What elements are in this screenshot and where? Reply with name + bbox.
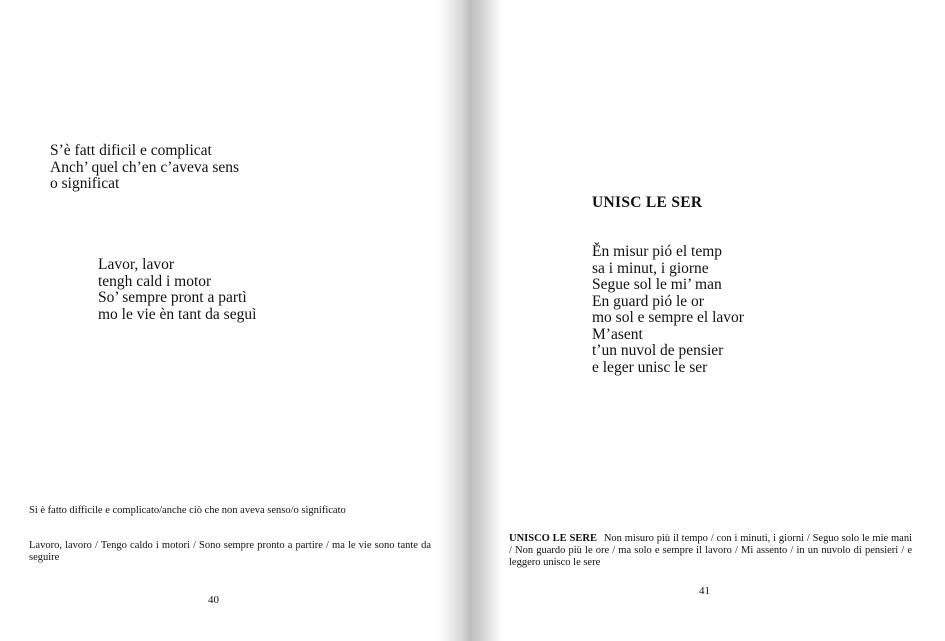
book-gutter — [438, 0, 502, 641]
translation-text: Non misuro più il tempo / con i minuti, i giorni / Seguo solo le mie mani / Non guardo più le ore / ma solo e sempre il lavoro / Mi assento / in un nuvolo di pensieri / e leggero unisco le sere — [509, 533, 913, 568]
poem-line: Lavor, lavor — [98, 256, 174, 273]
poem-stanza-3 — [592, 244, 744, 376]
page-number-right: 41 — [699, 585, 710, 597]
poem-line: e leger unisc le ser — [592, 358, 708, 376]
page-number-left: 40 — [208, 594, 219, 606]
poem-line: tengh cald i motor — [98, 272, 212, 290]
poem-line: o significat — [50, 175, 120, 192]
poem-stanza-2 — [98, 257, 256, 323]
poem-line: So’ sempre pront a partì — [98, 289, 247, 306]
translation-note-1: Si è fatto difficile e complicato/anche ciò che non aveva senso/o significato — [29, 505, 346, 516]
translation-title: UNISCO LE SERE — [509, 533, 597, 544]
poem-line: mo le vie èn tant da seguì — [98, 305, 257, 323]
translation-note-2: Lavoro, lavoro / Tengo caldo i motori / Sono sempre pronto a partire / ma le vie sono tante da seguire — [29, 540, 431, 563]
poem-line: t’un nuvol de pensier — [592, 342, 724, 359]
poem-line: Anch’ quel ch’en c’aveva sens — [50, 158, 240, 176]
poem-line: sa i minut, i giorne — [592, 259, 709, 277]
poem-stanza-1 — [50, 143, 239, 193]
poem-line: S’è fatt dificil e complicat — [50, 142, 212, 159]
poem-line: mo sol e sempre el lavor — [592, 309, 744, 326]
poem-line: En guard pió le or — [592, 292, 704, 310]
poem-title: UNISC LE SER — [592, 194, 703, 211]
poem-line: Segue sol le mi’ man — [592, 276, 722, 293]
poem-line: M’asent — [592, 325, 643, 343]
translation-note-3 — [509, 533, 912, 569]
poem-line: Ěn misur pió el temp — [592, 243, 723, 260]
